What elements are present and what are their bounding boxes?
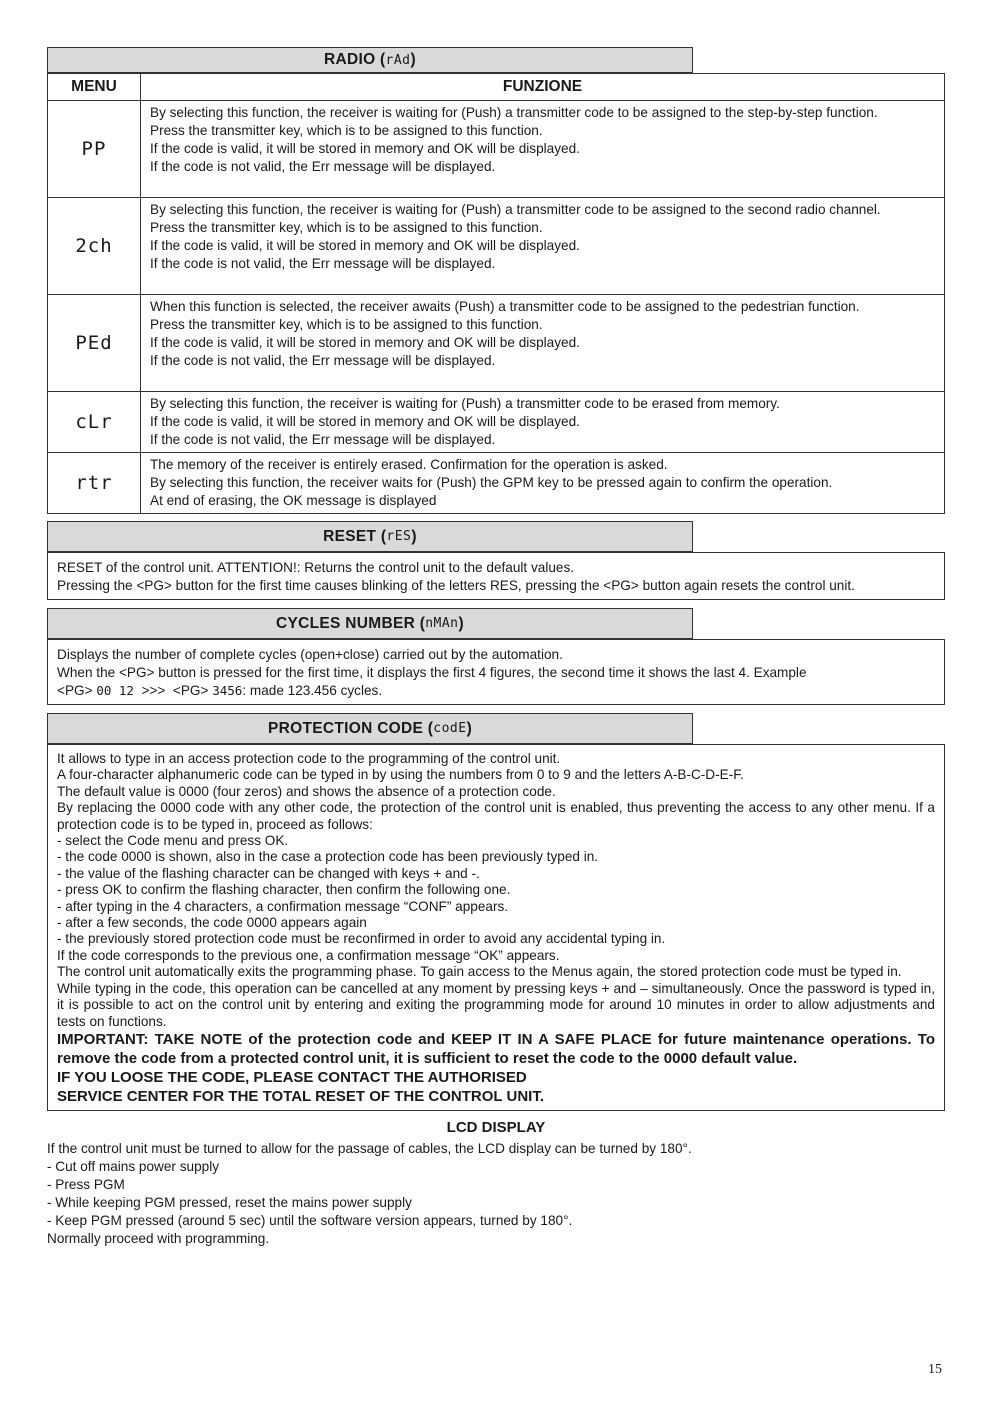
col-menu: MENU (48, 74, 141, 101)
text-line: Displays the number of complete cycles (open+close) carried out by the automation. (57, 647, 563, 662)
text-line: By selecting this function, the receiver is waiting for (Push) a transmitter code to be erased from memory. (150, 396, 780, 411)
text-line: It allows to type in an access protection code to the programming of the control unit. (57, 751, 561, 766)
text-line: If the code is not valid, the Err message will be displayed. (150, 159, 496, 174)
cycles-title: CYCLES NUMBER (276, 614, 416, 632)
lcd-section-title: LCD DISPLAY (446, 1118, 546, 1136)
protection-section-header: PROTECTION CODE ( codE ) (47, 713, 693, 744)
text-line: If the code is not valid, the Err message will be displayed. (150, 432, 496, 447)
text-line: A four-character alphanumeric code can be typed in by using the numbers from 0 to 9 and the letters A-B-C-D-E-F. (57, 767, 744, 783)
reset-section-header: RESET ( rES ) (47, 521, 693, 552)
text-line: - Press PGM (47, 1176, 125, 1192)
reset-description (47, 552, 945, 600)
text-line: The default value is 0000 (four zeros) and shows the absence of a protection code. (57, 783, 556, 799)
pg-key-label: <PG> (57, 683, 93, 698)
text-line: RESET of the control unit. ATTENTION!: Returns the control unit to the default values. (57, 560, 575, 575)
radio-title: RADIO (324, 51, 376, 68)
text-line: When this function is selected, the receiver awaits (Push) a transmitter code to be assigned to the pedestrian function. (150, 299, 860, 314)
text-line: If the code is valid, it will be stored in memory and OK will be displayed. (150, 335, 580, 350)
text-line: - While keeping PGM pressed, reset the mains power supply (47, 1194, 412, 1210)
display-value: 00 12 (96, 683, 134, 698)
text-line: If the code is valid, it will be stored in memory and OK will be displayed. (150, 238, 580, 253)
function-description (141, 295, 945, 392)
text-line: When the <PG> button is pressed for the first time, it displays the first 4 figures, the second time it shows the last 4. Example (57, 665, 807, 680)
text-line: - Keep PGM pressed (around 5 sec) until the software version appears, turned by 180°. (47, 1212, 573, 1228)
col-funzione: FUNZIONE (141, 74, 945, 101)
radio-section-header: RADIO ( rAd ) (47, 47, 693, 73)
text-line: Normally proceed with programming. (47, 1230, 270, 1246)
text-line: - the code 0000 is shown, also in the case a protection code has been previously typed in. (57, 849, 599, 865)
protection-title: PROTECTION CODE (267, 719, 424, 737)
cycles-description (47, 639, 945, 705)
text-line: By selecting this function, the receiver waits for (Push) the GPM key to be pressed again to confirm the operation. (150, 475, 833, 490)
text-line: If the code is valid, it will be stored in memory and OK will be displayed. (150, 141, 580, 156)
text-line: - press OK to confirm the flashing character, then confirm the following one. (57, 882, 511, 898)
protection-description (47, 744, 945, 1111)
page-number: 15 (928, 1362, 942, 1377)
text-line: - the previously stored protection code must be reconfirmed in order to avoid any accidental typing in. (57, 931, 666, 947)
menu-code-ped: PEd (48, 295, 141, 392)
protection-code: codE (433, 721, 467, 736)
radio-table-header (48, 74, 945, 101)
text-line: If the code is valid, it will be stored in memory and OK will be displayed. (150, 414, 580, 429)
pg-key-label: <PG> (172, 683, 209, 698)
menu-code-pp: PP (48, 101, 141, 198)
lost-code-note: SERVICE CENTER FOR THE TOTAL RESET OF THE CONTROL UNIT. (57, 1087, 544, 1105)
text-line: If the code is not valid, the Err message will be displayed. (150, 353, 496, 368)
text-line: The control unit automatically exits the programming phase. To gain access to the Menus again, the stored protection code must be typed in. (57, 964, 902, 980)
text-line: Pressing the <PG> button for the first time causes blinking of the letters RES, pressing the <PG> button again resets the control unit. (57, 578, 855, 593)
table-row (48, 198, 945, 295)
text-line: At end of erasing, the OK message is displayed (150, 493, 437, 508)
text-line: - select the Code menu and press OK. (57, 833, 289, 849)
arrow-text: >>> (141, 683, 166, 698)
text-line: While typing in the code, this operation can be cancelled at any moment by pressing keys + and – simultaneously. Once the password is typed in, it is possible to act on the control unit by entering and exiting the programming mode for around 10 minutes in order to allow adjustments and tests on functions. (57, 980, 935, 1029)
lcd-description (47, 1140, 945, 1248)
radio-code: rAd (385, 52, 411, 68)
table-row (48, 101, 945, 198)
text-line: By replacing the 0000 code with any other code, the protection of the control unit is enabled, thus preventing the access to any other menu. If a protection code is to be typed in, proceed as follows: (57, 800, 935, 832)
table-row (48, 295, 945, 392)
manual-page (47, 47, 945, 1248)
text-line: If the control unit must be turned to allow for the passage of cables, the LCD display can be turned by 180°. (47, 1140, 692, 1156)
text-line: By selecting this function, the receiver is waiting for (Push) a transmitter code to be assigned to the step-by-step function. (150, 105, 878, 120)
reset-title: RESET (323, 527, 377, 545)
text-line: - after typing in the 4 characters, a confirmation message “CONF” appears. (57, 898, 509, 914)
function-description (141, 392, 945, 453)
text-line: - after a few seconds, the code 0000 appears again (57, 915, 367, 931)
text-line: Press the transmitter key, which is to be assigned to this function. (150, 123, 543, 138)
reset-code: rES (386, 529, 412, 544)
text-line: Press the transmitter key, which is to be assigned to this function. (150, 220, 543, 235)
function-description (141, 453, 945, 514)
text-line: - Cut off mains power supply (47, 1158, 220, 1174)
text-line: If the code is not valid, the Err message will be displayed. (150, 256, 496, 271)
text-line: If the code corresponds to the previous one, a confirmation message “OK” appears. (57, 947, 560, 963)
menu-code-2ch: 2ch (48, 198, 141, 295)
cycles-code: nMAn (425, 616, 459, 631)
radio-table (47, 73, 945, 514)
cycles-section-header: CYCLES NUMBER ( nMAn ) (47, 608, 693, 639)
display-value: 3456 (212, 683, 243, 698)
function-description (141, 198, 945, 295)
cycles-example (57, 682, 935, 700)
function-description (141, 101, 945, 198)
important-note: IMPORTANT: TAKE NOTE of the protection code and KEEP IT IN A SAFE PLACE for future maintenance operations. To remove the code from a protected control unit, it is sufficient to reset the code to the 0000 default value. (57, 1030, 935, 1067)
menu-code-clr: cLr (48, 392, 141, 453)
table-row (48, 453, 945, 514)
text-line: The memory of the receiver is entirely erased. Confirmation for the operation is asked. (150, 457, 668, 472)
menu-code-rtr: rtr (48, 453, 141, 514)
text-line: - the value of the flashing character can be changed with keys + and -. (57, 865, 480, 881)
lost-code-note: IF YOU LOOSE THE CODE, PLEASE CONTACT THE AUTHORISED (57, 1068, 527, 1086)
text-line: By selecting this function, the receiver is waiting for (Push) a transmitter code to be assigned to the second radio channel. (150, 202, 881, 217)
table-row (48, 392, 945, 453)
text-line: : made 123.456 cycles. (242, 683, 383, 698)
text-line: Press the transmitter key, which is to be assigned to this function. (150, 317, 543, 332)
